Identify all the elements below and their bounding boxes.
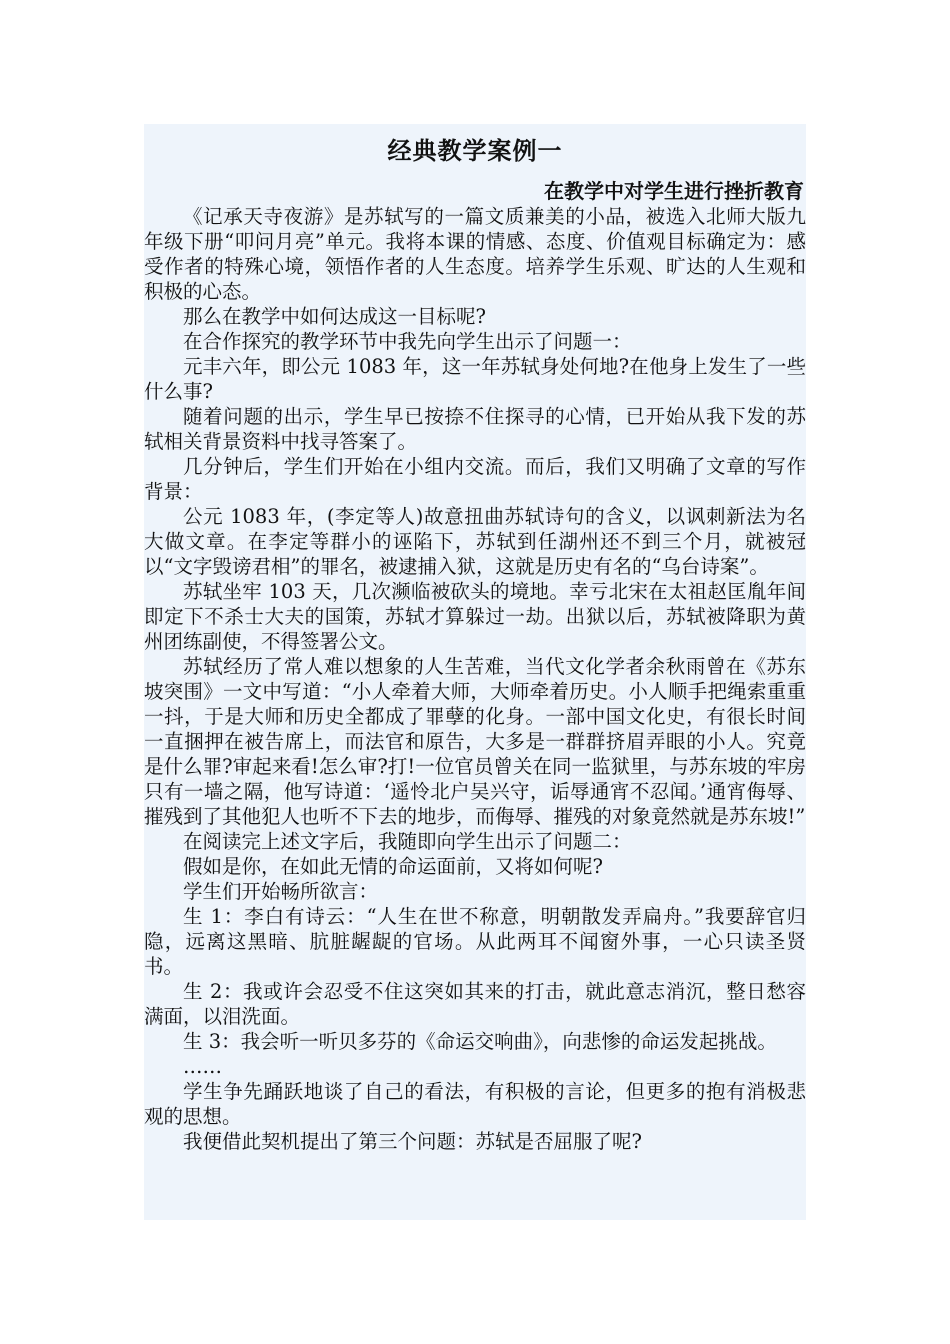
paragraph-student-3: 生 3：我会听一听贝多芬的《命运交响曲》，向悲惨的命运发起挑战。 — [183, 1030, 777, 1053]
paragraph-student-2: 生 2：我或许会忍受不住这突如其来的打击，就此意志消沉，整日愁容满面，以泪洗面。 — [144, 980, 806, 1028]
paragraph-quote: 苏轼经历了常人难以想象的人生苦难，当代文化学者余秋雨曾在《苏东坡突围》一文中写道：“小人牵着大师，大师牵着历史。小人顺手把绳索重重一抖，于是大师和历史全都成了罪孽的化身。一部中国文化史，有很长时间一直捆押在被告席上，而法官和原告，大多是一群群挤眉弄眼的小人。究竟是什么罪?审起来看!怎么审?打!一位官员曾关在同一监狱里，与苏东坡的牢房只有一墙之隔，他写诗道：‘遥怜北户吴兴守，诟辱通宵不忍闻。’通宵侮辱、摧残到了其他犯人也听不下去的地步，而侮辱、摧残的对象竟然就是苏东坡!” — [144, 655, 806, 828]
document-title: 经典教学案例一 — [387, 136, 563, 165]
paragraph-question-two: 假如是你，在如此无情的命运面前，又将如何呢? — [183, 855, 603, 878]
paragraph-question-goal: 那么在教学中如何达成这一目标呢? — [183, 305, 486, 328]
document-page — [144, 124, 806, 1220]
paragraph-ellipsis: …… — [183, 1055, 222, 1078]
paragraph-group-discussion: 几分钟后，学生们开始在小组内交流。而后，我们又明确了文章的写作背景： — [144, 455, 806, 503]
paragraph-prison: 苏轼坐牢 103 天，几次濒临被砍头的境地。幸亏北宋在太祖赵匡胤年间即定下不杀士大夫的国策，苏轼才算躲过一劫。出狱以后，苏轼被降职为黄州团练副使，不得签署公文。 — [144, 580, 806, 653]
paragraph-question-three: 我便借此契机提出了第三个问题：苏轼是否屈服了呢? — [183, 1130, 642, 1153]
paragraph-students-search: 随着问题的出示，学生早已按捺不住探寻的心情，已开始从我下发的苏轼相关背景资料中找寻答案了。 — [144, 405, 806, 453]
document-body — [144, 204, 806, 1154]
paragraph-students-views: 学生争先踊跃地谈了自己的看法，有积极的言论，但更多的抱有消极悲观的思想。 — [144, 1080, 806, 1128]
paragraph-intro: 《记承天寺夜游》是苏轼写的一篇文质兼美的小品，被选入北师大版九年级下册“叩问月亮”单元。我将本课的情感、态度、价值观目标确定为：感受作者的特殊心境，领悟作者的人生态度。培养学生乐观、旷达的人生观和积极的心态。 — [144, 205, 806, 303]
paragraph-students-speak: 学生们开始畅所欲言： — [183, 880, 379, 903]
document-subtitle: 在教学中对学生进行挫折教育 — [544, 179, 804, 203]
paragraph-background: 公元 1083 年，(李定等人)故意扭曲苏轼诗句的含义，以讽刺新法为名大做文章。在李定等群小的诬陷下，苏轼到任湖州还不到三个月，就被冠以“文字毁谤君相”的罪名，被逮捕入狱，这就是历史有名的“乌台诗案”。 — [144, 505, 806, 578]
paragraph-student-1: 生 1：李白有诗云：“人生在世不称意，明朝散发弄扁舟。”我要辞官归隐，远离这黑暗、肮脏龌龊的官场。从此两耳不闻窗外事，一心只读圣贤书。 — [144, 905, 806, 978]
paragraph-question-one-intro: 在合作探究的教学环节中我先向学生出示了问题一： — [183, 330, 632, 353]
paragraph-question-one: 元丰六年，即公元 1083 年，这一年苏轼身处何地?在他身上发生了一些什么事? — [144, 355, 806, 403]
paragraph-question-two-intro: 在阅读完上述文字后，我随即向学生出示了问题二： — [183, 830, 632, 853]
